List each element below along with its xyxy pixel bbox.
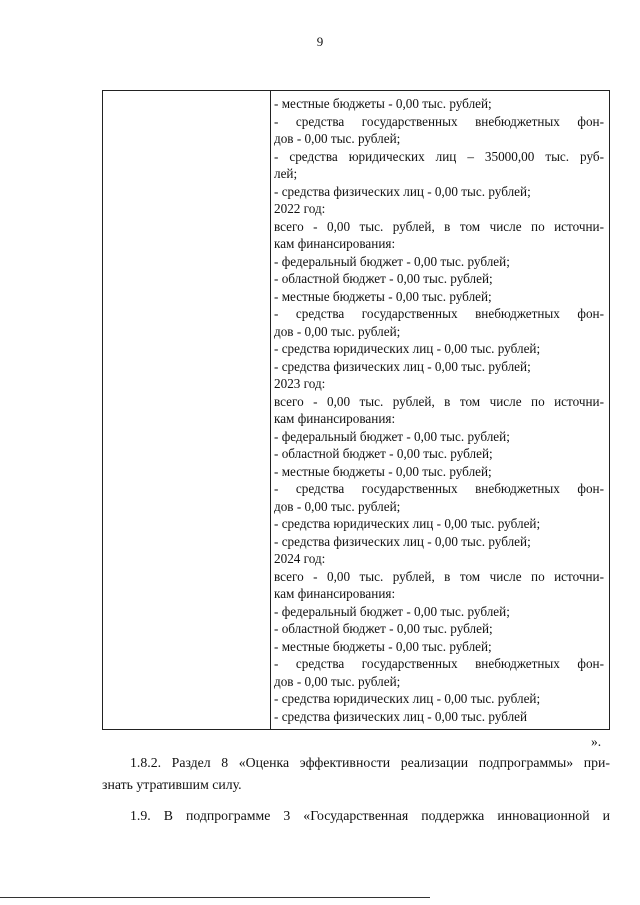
- table-line: - средства юридических лиц - 0,00 тыс. рублей;: [274, 516, 541, 531]
- table-line: - средства государственных внебюджетных фон-: [274, 113, 604, 129]
- table-line: 2024 год:: [274, 551, 326, 566]
- table-line: всего - 0,00 тыс. рублей, в том числе по источни-: [274, 218, 604, 234]
- table-line: - средства юридических лиц - 0,00 тыс. рублей;: [274, 341, 541, 356]
- table-line: - федеральный бюджет - 0,00 тыс. рублей;: [274, 253, 510, 269]
- closing-quote: ».: [591, 734, 602, 749]
- table-line: всего - 0,00 тыс. рублей, в том числе по источни-: [274, 393, 604, 409]
- table-line: - средства государственных внебюджетных фон-: [274, 481, 604, 496]
- paragraph-1-9: [102, 805, 610, 827]
- table-line: дов - 0,00 тыс. рублей;: [274, 131, 401, 146]
- table-line: дов - 0,00 тыс. рублей;: [274, 323, 401, 339]
- table-column-divider: [270, 91, 271, 729]
- table-line: - местные бюджеты - 0,00 тыс. рублей;: [274, 463, 492, 479]
- table-line: всего - 0,00 тыс. рублей, в том числе по источни-: [274, 568, 604, 584]
- table-line: - местные бюджеты - 0,00 тыс. рублей;: [274, 96, 492, 111]
- funding-details-cell: [274, 95, 604, 725]
- table-line: - средства государственных внебюджетных фон-: [274, 306, 604, 321]
- table-line: - областной бюджет - 0,00 тыс. рублей;: [274, 621, 493, 636]
- table-line: дов - 0,00 тыс. рублей;: [274, 673, 401, 689]
- table-line: кам финансирования:: [274, 586, 396, 601]
- table-line: - областной бюджет - 0,00 тыс. рублей;: [274, 271, 493, 286]
- paragraph-line: 1.9. В подпрограмме 3 «Государственная поддержка инновационной и: [130, 808, 610, 823]
- paragraph-line: 1.8.2. Раздел 8 «Оценка эффективности реализации подпрограммы» при-: [130, 755, 610, 770]
- page-number: 9: [316, 34, 324, 49]
- table-line: дов - 0,00 тыс. рублей;: [274, 498, 401, 514]
- table-line: - федеральный бюджет - 0,00 тыс. рублей;: [274, 428, 510, 444]
- table-line: - местные бюджеты - 0,00 тыс. рублей;: [274, 638, 492, 654]
- paragraph-line: знать утратившим силу.: [102, 777, 242, 792]
- table-line: - федеральный бюджет - 0,00 тыс. рублей;: [274, 603, 510, 619]
- table-line: 2022 год:: [274, 201, 326, 216]
- funding-table: [102, 90, 610, 730]
- table-line: лей;: [274, 166, 298, 181]
- table-line: - средства физических лиц - 0,00 тыс. рублей;: [274, 183, 531, 199]
- table-line: - средства юридических лиц – 35000,00 тыс. руб-: [274, 148, 604, 164]
- table-line: - средства физических лиц - 0,00 тыс. рублей;: [274, 358, 531, 374]
- table-line: 2023 год:: [274, 376, 326, 391]
- table-line: - местные бюджеты - 0,00 тыс. рублей;: [274, 288, 492, 304]
- table-line: кам финансирования:: [274, 236, 396, 251]
- table-line: - областной бюджет - 0,00 тыс. рублей;: [274, 446, 493, 461]
- table-line: - средства юридических лиц - 0,00 тыс. рублей;: [274, 691, 541, 706]
- paragraph-1-8-2: [102, 752, 610, 796]
- table-line: кам финансирования:: [274, 411, 396, 426]
- table-line: - средства физических лиц - 0,00 тыс. рублей;: [274, 533, 531, 549]
- footer-rule: [0, 897, 430, 898]
- table-line: - средства физических лиц - 0,00 тыс. рублей: [274, 708, 528, 724]
- table-line: - средства государственных внебюджетных фон-: [274, 656, 604, 671]
